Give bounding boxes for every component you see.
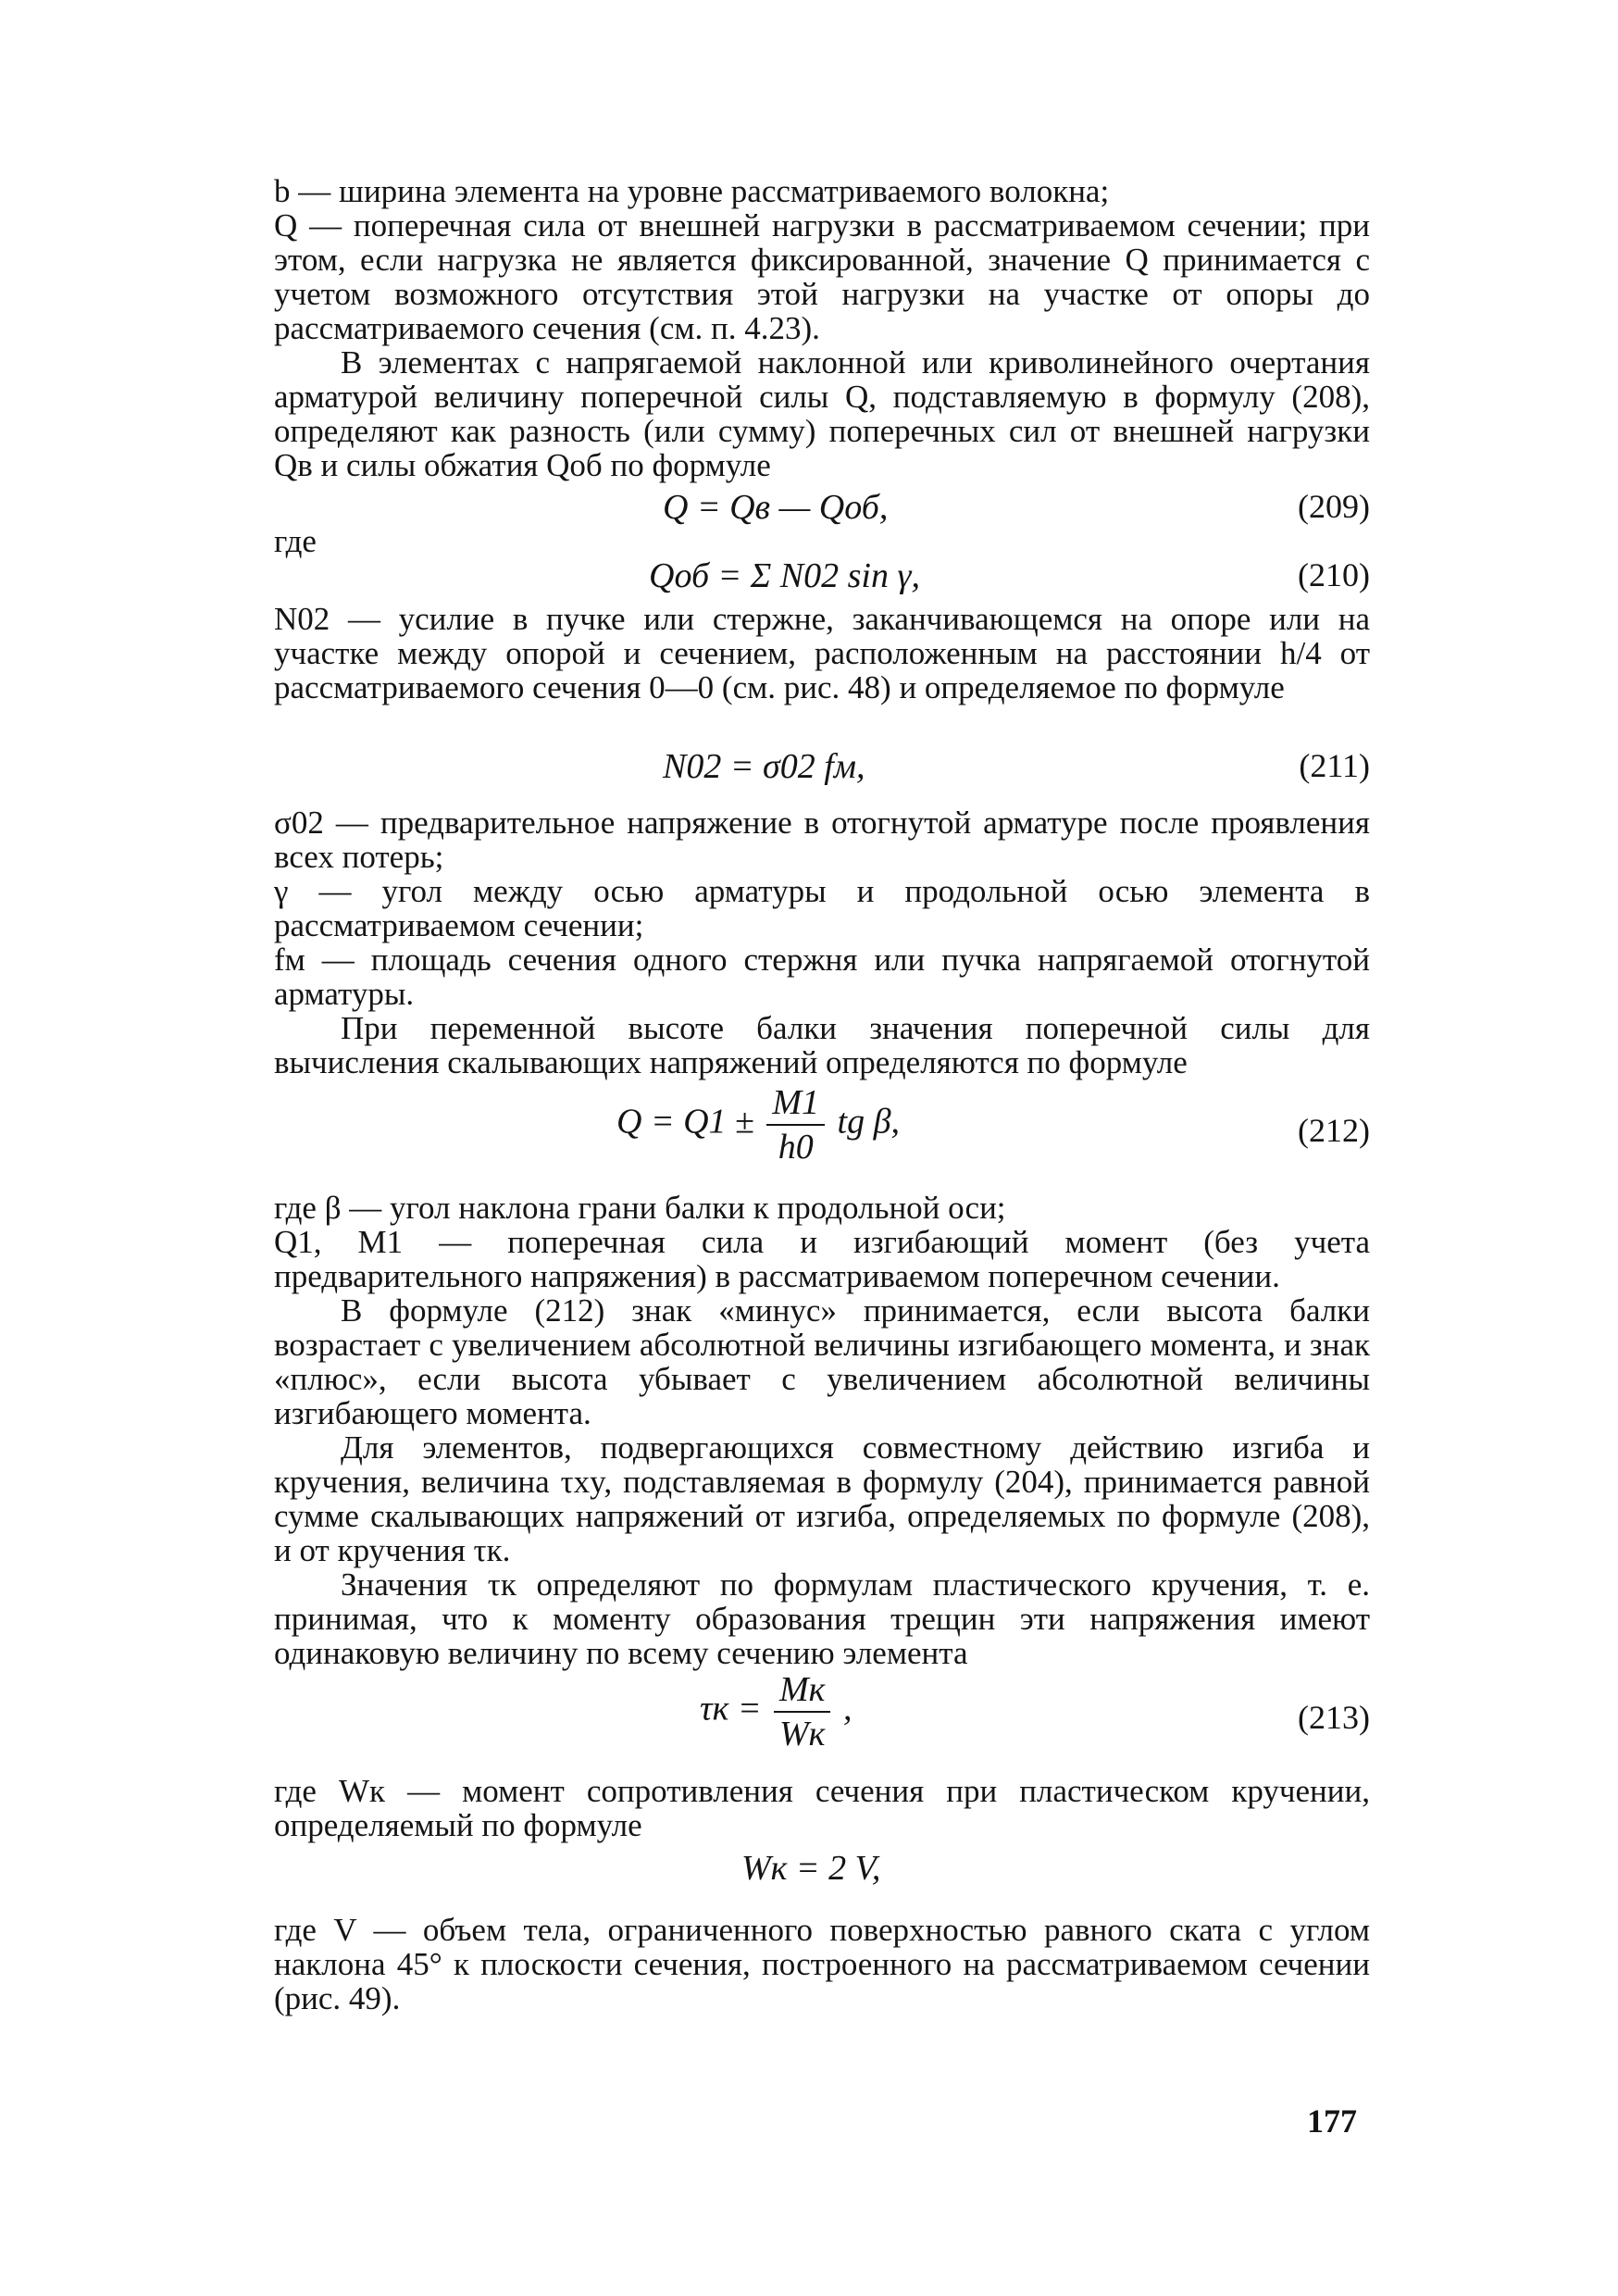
- formula-212-fraction: [766, 1083, 825, 1167]
- paragraph-inclined-reinforcement: В элементах с напрягаемой наклонной или криволинейного очертания арматурой величину поперечной силы Q, подставляемую в формулу (208), определяют как разность (или сумму) поперечных сил от внешней нагрузки Qв и силы обжатия Qоб по формуле: [274, 344, 1370, 483]
- formula-210-number: (210): [1298, 556, 1370, 593]
- formula-209-number: (209): [1298, 488, 1370, 525]
- paragraph-sign-rule: В формуле (212) знак «минус» принимается, если высота балки возрастает с увеличением абсолютной величины изгибающего момента, и знак «плюс», если высота убывает с увеличением абсолютной величины изгибающего момента.: [274, 1292, 1370, 1431]
- formula-213-number: (213): [1298, 1699, 1370, 1736]
- formula-209-expression: Q = Qв — Qоб,: [663, 488, 889, 527]
- paragraph-wk-definition-block: [274, 1774, 1370, 1842]
- formula-213: [274, 1670, 1370, 1772]
- formula-212-number: (212): [1298, 1112, 1370, 1149]
- formula-212-right: tg β,: [837, 1102, 901, 1142]
- paragraph-v-definition: где V — объем тела, ограниченного поверхностью равного ската с углом наклона 45° к плоскости сечения, построенного на рассматриваемом сечении (рис. 49).: [274, 1912, 1370, 2016]
- formula-213-left: τк =: [700, 1689, 762, 1728]
- formula-213-denominator: Wк: [779, 1715, 826, 1753]
- formula-211-expression: N02 = σ02 fм,: [663, 747, 865, 786]
- formula-211: [274, 746, 1370, 789]
- formula-212: [274, 1083, 1370, 1185]
- text-block-middle: [274, 805, 1370, 1079]
- paragraph-beta-definition: где β — угол наклона грани балки к продольной оси;: [274, 1190, 1006, 1226]
- paragraph-n02-definition-block: [274, 602, 1370, 705]
- formula-211-number: (211): [1299, 747, 1370, 784]
- formula-212-denominator: h0: [778, 1128, 814, 1167]
- formula-210-expression: Qоб = Σ N02 sin γ,: [649, 556, 920, 595]
- paragraph-fm-definition: fм — площадь сечения одного стержня или пучка напрягаемой отогнутой арматуры.: [274, 942, 1370, 1012]
- paragraph-variable-height: При переменной высоте балки значения поперечной силы для вычисления скалывающих напряжений определяются по формуле: [274, 1010, 1370, 1080]
- paragraph-n02-definition: N02 — усилие в пучке или стержне, заканчивающемся на опоре или на участке между опорой и сечением, расположенным на расстоянии h/4 от рассматриваемого сечения 0—0 (см. рис. 48) и определяемое по формуле: [274, 601, 1370, 705]
- paragraph-q1-m1-definition: Q1, M1 — поперечная сила и изгибающий момент (без учета предварительного напряжения) в рассматриваемом поперечном сечении.: [274, 1224, 1370, 1294]
- paragraph-wk-definition: где Wк — момент сопротивления сечения при пластическом кручении, определяемый по формуле: [274, 1773, 1370, 1843]
- paragraph-sigma02-definition: σ02 — предварительное напряжение в отогнутой арматуре после проявления всех потерь;: [274, 805, 1370, 875]
- paragraph-b-definition: b — ширина элемента на уровне рассматриваемого волокна;: [274, 173, 1110, 209]
- formula-213-fraction: [774, 1670, 830, 1753]
- formula-wk-expression: Wк = 2 V,: [741, 1849, 881, 1888]
- formula-210: [274, 555, 1370, 598]
- page-number: 177: [1307, 2103, 1357, 2140]
- paragraph-plastic-torsion: Значения τк определяют по формулам пластического кручения, т. е. принимая, что к моменту образования трещин эти напряжения имеют одинаковую величину по всему сечению элемента: [274, 1566, 1370, 1671]
- paragraph-q-definition: Q — поперечная сила от внешней нагрузки в рассматриваемом сечении; при этом, если нагрузка не является фиксированной, значение Q принимается с учетом возможного отсутствия этой нагрузки на участке от опоры до рассматриваемого сечения (см. п. 4.23).: [274, 207, 1370, 346]
- paragraph-combined-action: Для элементов, подвергающихся совместному действию изгиба и кручения, величина τxy, подставляемая в формулу (204), принимается равной сумме скалывающих напряжений от изгиба, определяемых по формуле (208), и от кручения τк.: [274, 1429, 1370, 1568]
- paragraph-v-definition-block: [274, 1913, 1370, 2015]
- paragraph-gamma-definition: γ — угол между осью арматуры и продольной осью элемента в рассматриваемом сечении;: [274, 873, 1370, 943]
- where-label-1: где: [274, 523, 317, 559]
- formula-wk: [274, 1848, 1370, 1890]
- formula-212-numerator: M1: [766, 1083, 825, 1126]
- text-block-after-212: [274, 1191, 1370, 1670]
- text-block-top: [274, 174, 1370, 482]
- formula-212-left: Q = Q1 ±: [616, 1102, 754, 1142]
- formula-213-right: ,: [842, 1689, 853, 1728]
- formula-213-numerator: Mк: [774, 1670, 830, 1713]
